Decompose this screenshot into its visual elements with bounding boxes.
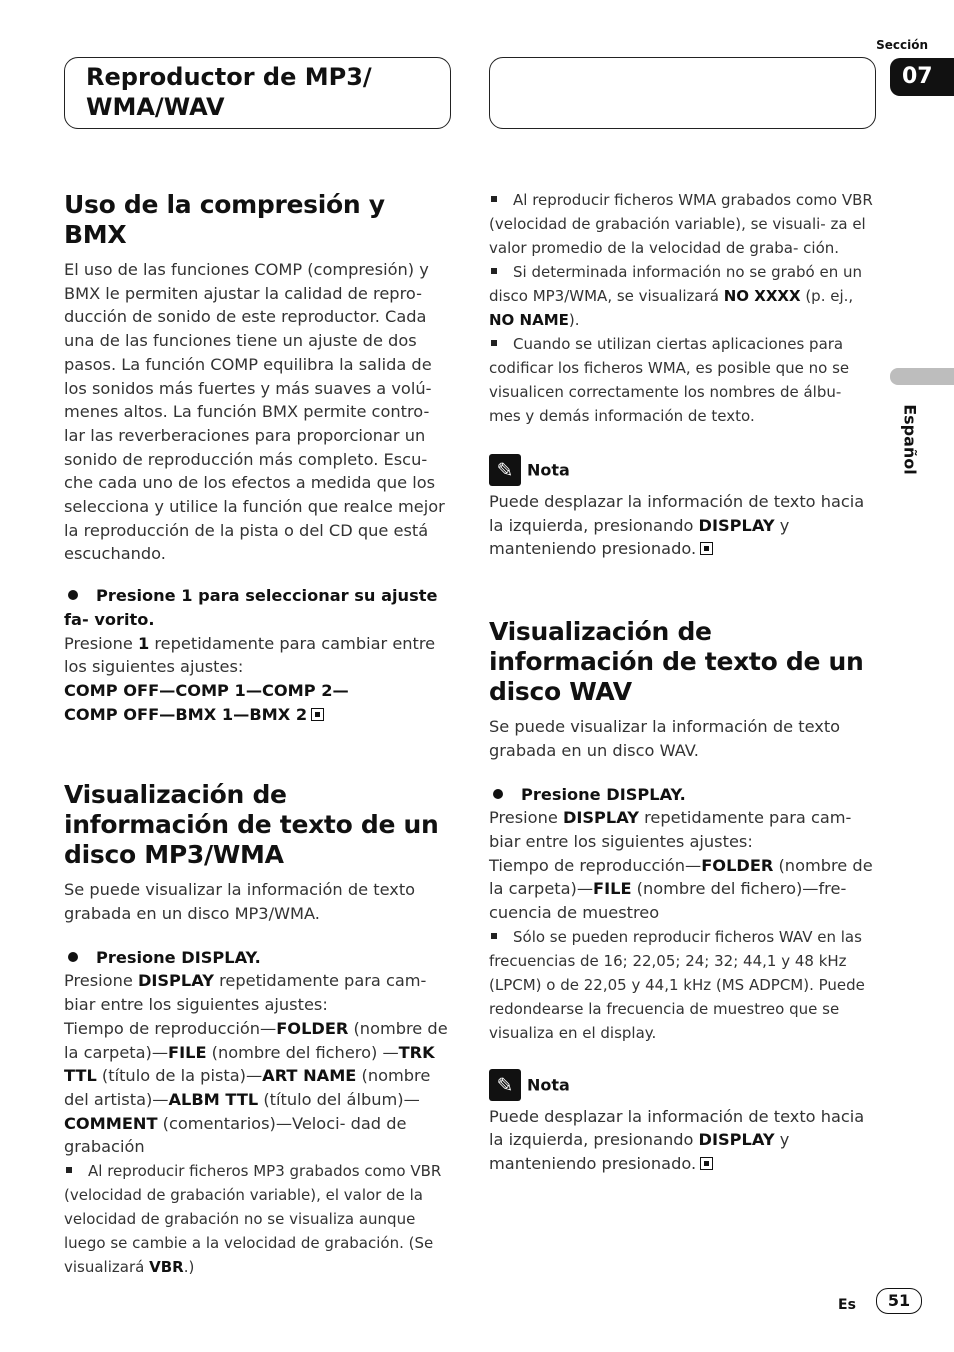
wma-encoding-note: Cuando se utilizan ciertas aplicaciones para codificar los ficheros WMA, es posible que no se visualicen correctamente los nombres de álbu- mes y demás información de texto.: [489, 335, 850, 425]
compression-step: Presione 1 para seleccionar su ajuste fa- vorito.: [64, 586, 438, 629]
bullet-icon: [68, 952, 78, 962]
wav-step: Presione DISPLAY.: [489, 783, 877, 807]
mp3wma-body: Se puede visualizar la información de texto grabada en un disco MP3/WMA.: [64, 880, 416, 924]
no-name-note: Si determinada información no se grabó en un disco MP3/WMA, se visualizará NO XXXX (p. ej., NO NAME).: [489, 263, 863, 329]
wav-frequency-note: Sólo se pueden reproducir ficheros WAV en las frecuencias de 16; 22,05; 24; 32; 44,1 y 48 kHz (LPCM) o de 22,05 y 44,1 kHz (MS ADPCM). Puede redondearse la frecuencia de muestreo que se visualiza en el display.: [489, 927, 865, 1042]
section-label: Sección: [876, 38, 928, 52]
footer-language: Es: [838, 1297, 856, 1313]
end-mark-icon: [311, 708, 324, 721]
square-bullet-icon: [491, 933, 497, 939]
compression-sequence-1: COMP OFF—COMP 1—COMP 2—: [64, 680, 349, 700]
header-title: Reproductor de MP3/ WMA/WAV: [86, 63, 372, 121]
square-bullet-icon: [491, 268, 497, 274]
page-number: 51: [876, 1288, 922, 1314]
wav-sequence: Tiempo de reproducción—FOLDER (nombre de la carpeta)—FILE (nombre del fichero)—fre- cuencia de muestreo: [489, 855, 873, 923]
wav-body: Se puede visualizar la información de texto grabada en un disco WAV.: [489, 717, 841, 760]
square-bullet-icon: [491, 340, 497, 346]
pencil-note-icon: ✎: [489, 1069, 521, 1101]
bullet-icon: [493, 789, 503, 799]
compression-sequence-2: COMP OFF—BMX 1—BMX 2: [64, 703, 452, 727]
square-bullet-icon: [491, 196, 497, 202]
note-2-header: ✎ Nota: [489, 1069, 877, 1101]
mp3wma-vbr-note: Al reproducir ficheros MP3 grabados como VBR (velocidad de grabación variable), el valor de la velocidad de grabación no se visualiza aunque luego se cambie a la velocidad de grabación. (Se visualizará VBR.): [64, 1162, 442, 1277]
language-tab-bar: [890, 368, 954, 385]
pencil-note-icon: ✎: [489, 454, 521, 486]
mp3wma-sequence: Tiempo de reproducción—FOLDER (nombre de la carpeta)—FILE (nombre del fichero) —TRK TTL (título de la pista)—ART NAME (nombre del artista)—ALBM TTL (título del álbum)—COMMENT (comentarios)—Veloci- dad de grabación: [64, 1018, 448, 1157]
language-tab-label: Español: [900, 404, 920, 475]
section-title-compression: Uso de la compresión y BMX: [64, 190, 385, 249]
note-2-body: Puede desplazar la información de texto hacia la izquierda, presionando DISPLAY y manteniendo presionado.: [489, 1106, 865, 1174]
mp3wma-step-detail: Presione DISPLAY repetidamente para cam- biar entre los siguientes ajustes:: [64, 971, 427, 1015]
compression-body: El uso de las funciones COMP (compresión) y BMX le permiten ajustar la calidad de repro- ducción de sonido de este reproductor. Cada una de las funciones tiene un ajuste de dos pasos. La función COMP equilibra la salida de los sonidos más fuertes y más suaves a volú- menes altos. La función BMX permite contro- lar las reverberaciones para proporcionar un sonido de reproducción más completo. Escu- che cada uno de los efectos a medida que los selecciona y utilice la función que realce mejor la reproducción de la pista o del CD que está escuchando.: [64, 260, 445, 564]
wav-step-detail: Presione DISPLAY repetidamente para cam- biar entre los siguientes ajustes:: [489, 808, 852, 851]
section-title-wav: Visualización de información de texto de un disco WAV: [489, 617, 864, 707]
end-mark-icon: [700, 1157, 713, 1170]
mp3wma-step: Presione DISPLAY.: [64, 946, 452, 970]
compression-step-detail: Presione 1 repetidamente para cambiar entre los siguientes ajustes:: [64, 633, 436, 677]
bullet-icon: [68, 590, 78, 600]
note-1-header: ✎ Nota: [489, 454, 877, 486]
right-column: [489, 188, 877, 1176]
left-column: [64, 190, 452, 1279]
section-title-mp3wma: Visualización de información de texto de un disco MP3/WMA: [64, 780, 439, 870]
end-mark-icon: [700, 542, 713, 555]
section-number: 07: [890, 58, 954, 96]
header-empty-box: [489, 57, 876, 129]
note-1-body: Puede desplazar la información de texto hacia la izquierda, presionando DISPLAY y manteniendo presionado.: [489, 492, 865, 559]
wma-vbr-note: Al reproducir ficheros WMA grabados como VBR (velocidad de grabación variable), se visuali- za el valor promedio de la velocidad de graba- ción.: [489, 191, 873, 257]
square-bullet-icon: [66, 1167, 72, 1173]
